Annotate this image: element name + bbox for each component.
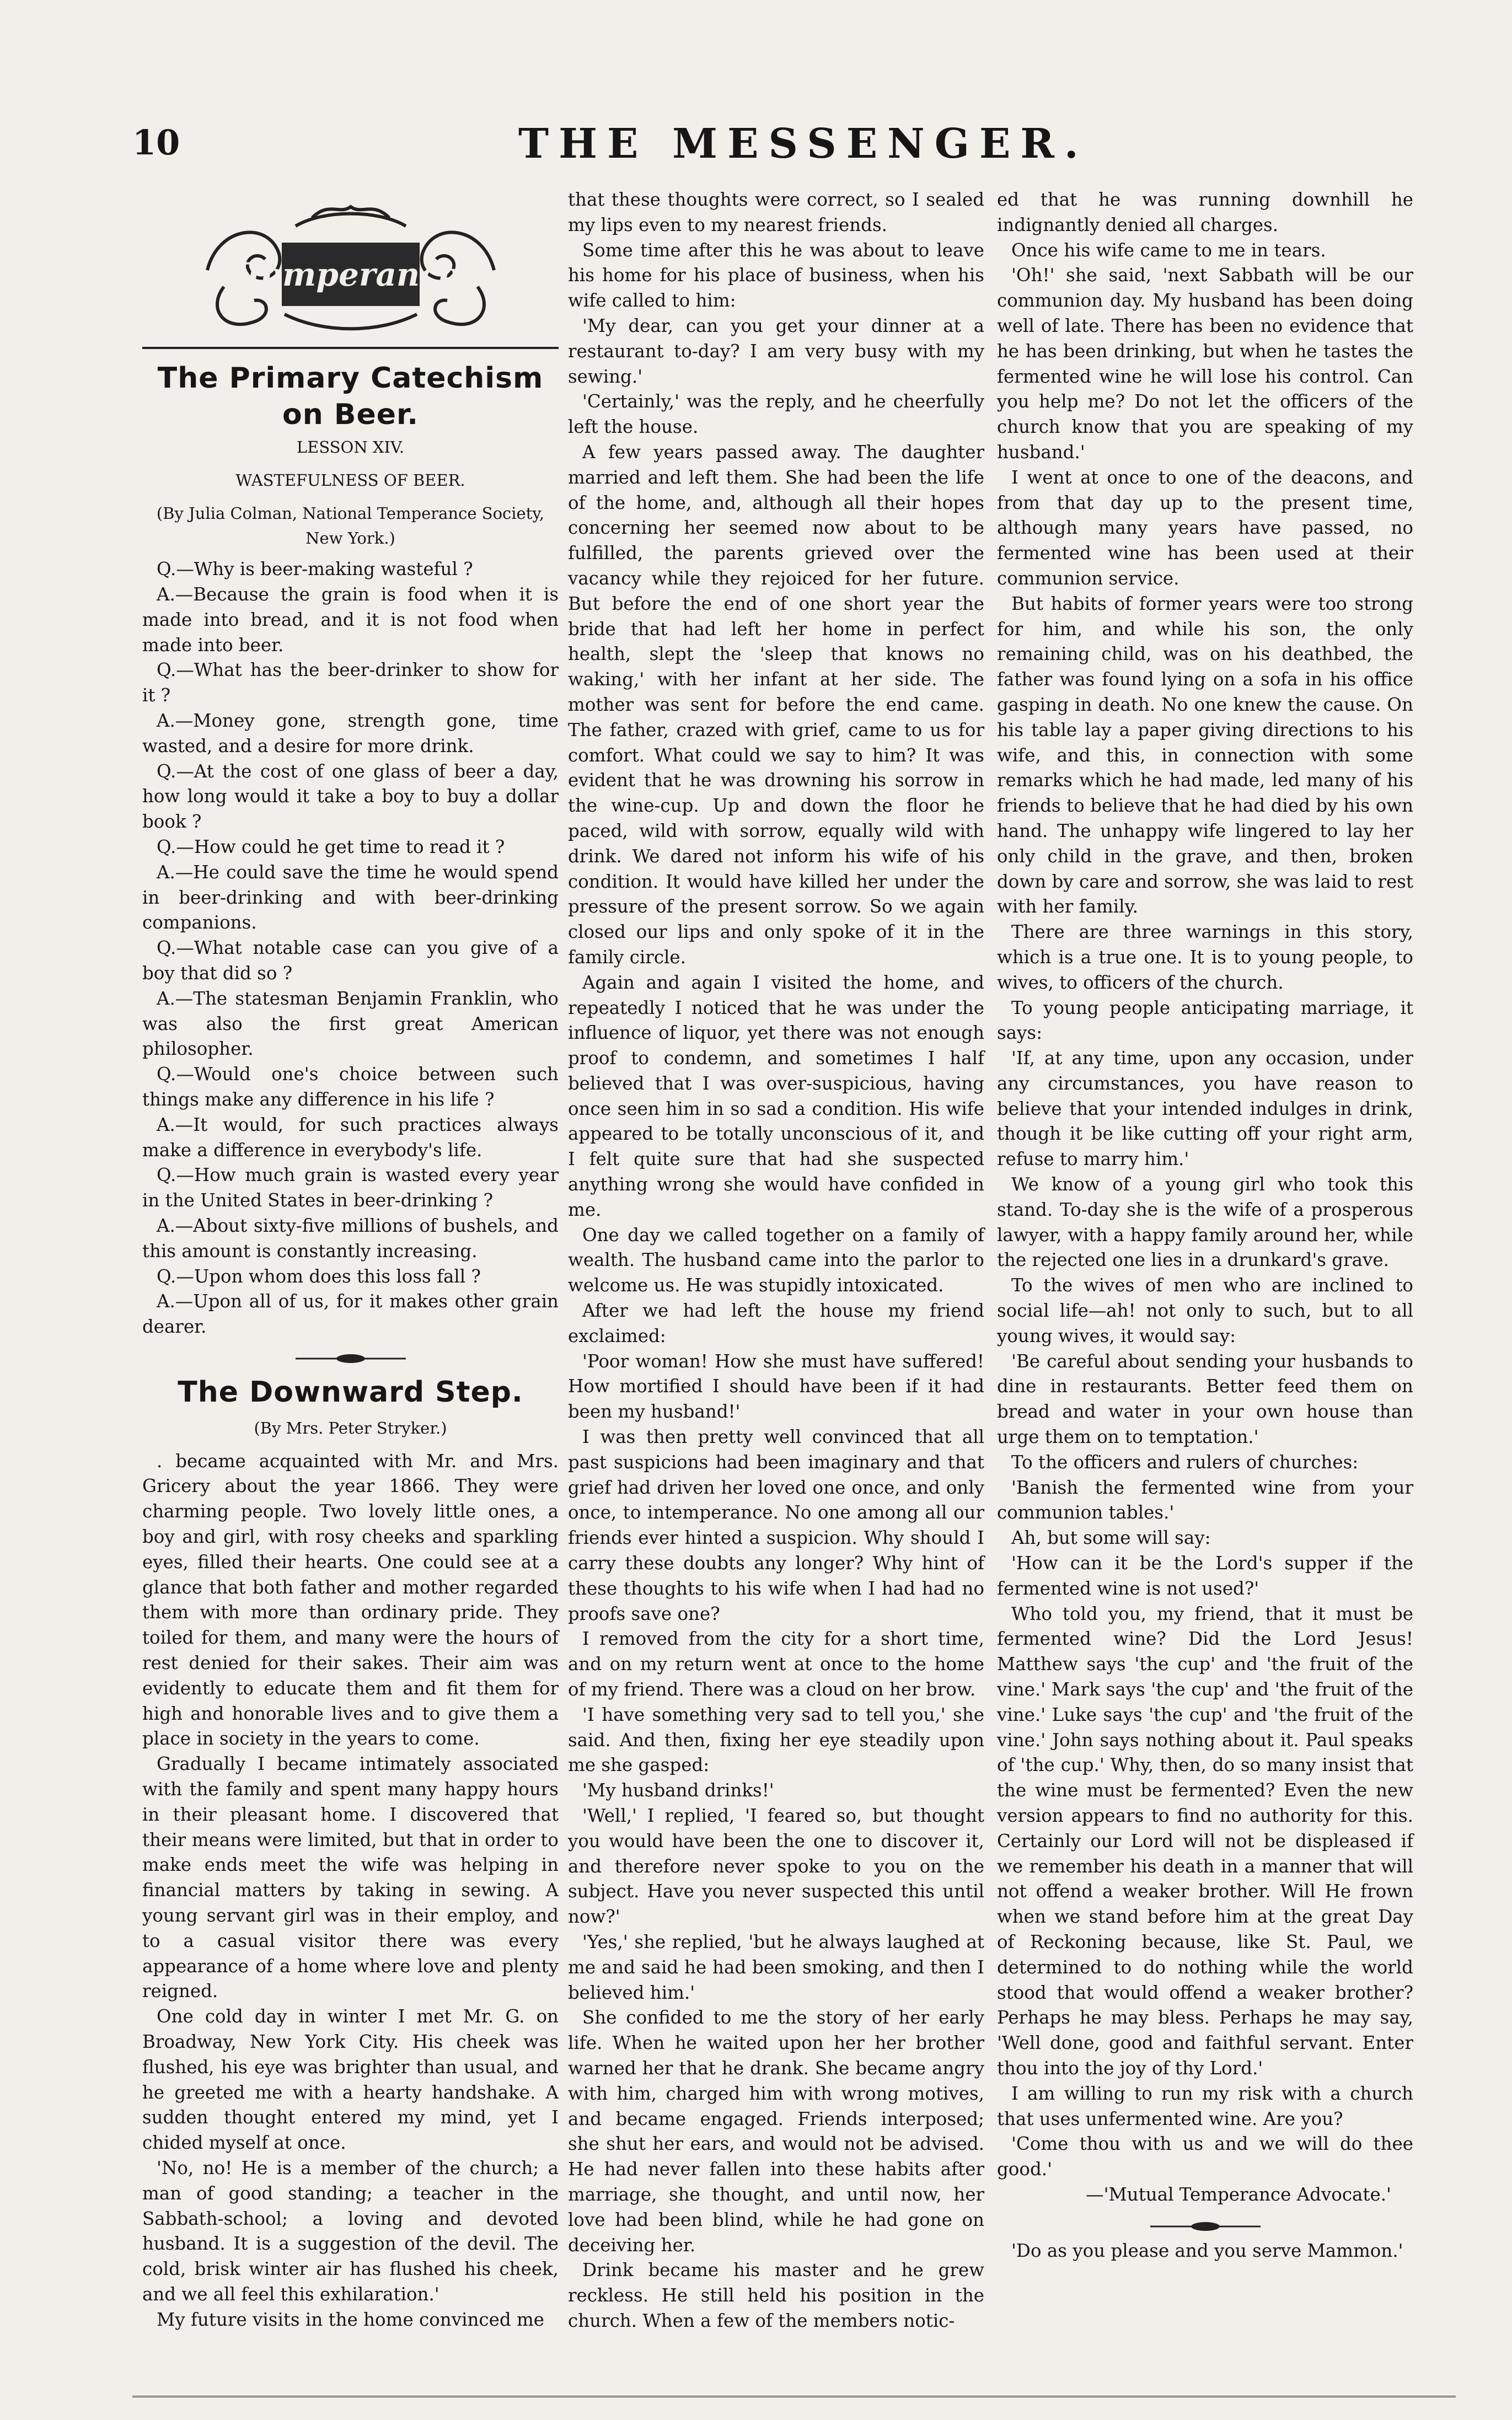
article-paragraph: . became acquainted with Mr. and Mrs. Gricery about the year 1866. They were charming people. Two lovely little ones, a boy and girl, with rosy cheeks and sparkling eyes, filled their hearts. One could see at a glance that both father and mother regarded them with more than ordinary pride. They toiled for them, and many were the hours of rest denied for their sakes. Their aim was evidently to educate them and fit them for high and honorable lives and to give them a place in society in the years to come. (142, 1450, 559, 1750)
article-paragraph: 'I have something very sad to tell you,' she said. And then, fixing her eye steadily upon me she gasped: (568, 1704, 984, 1776)
article-paragraph: 'Come thou with us and we will do thee good.' (997, 2133, 1413, 2180)
article-paragraph: Drink became his master and he grew reckless. He still held his position in the church. When a few of the members notic- (568, 2260, 984, 2331)
catechism-qa (142, 557, 559, 1340)
qa-line: Q.—Would one's choice between such things make any difference in his life ? (142, 1064, 559, 1110)
article-paragraph: Some time after this he was about to leave his home for his place of business, when his wife called to him: (568, 239, 984, 312)
qa-line: A.—Because the grain is food when it is made into bread, and it is not food when made into beer. (142, 583, 559, 656)
article-paragraph: I was then pretty well convinced that all past suspicions had been imaginary and that grief had driven her loved one once, and only once, to intemperance. No one among all our friends ever hinted a suspicion. Why should I carry these doubts any longer? Why hint of these thoughts to his wife when I had had no proofs save one? (568, 1426, 984, 1624)
source-attribution: —'Mutual Temperance Advocate.' (1086, 2183, 1391, 2205)
article-paragraph: She confided to me the story of her early life. When he waited upon her her brother warned her that he drank. She became angry with him, charged him with wrong motives, and became engaged. Friends interposed; she shut her ears, and would not be advised. He had never fallen into these habits after marriage, she thought, and until now, her love had been blind, while he had gone on deceiving her. (568, 2007, 984, 2256)
ornament-title: Temperance (242, 256, 459, 293)
qa-line: Q.—What has the beer-drinker to show for it ? (142, 659, 559, 706)
qa-line: Q.—Why is beer-making wasteful ? (157, 559, 473, 580)
article-paragraph: To young people anticipating marriage, it says: (997, 997, 1413, 1044)
article-paragraph: I removed from the city for a short time, and on my return went at once to the home of my friend. There was a cloud on her brow. (568, 1628, 984, 1700)
article-paragraph: My future visits in the home convinced me (157, 2309, 545, 2330)
article-paragraph: Once his wife came to me in tears. (1011, 239, 1326, 261)
article-paragraph: One day we called together on a family of wealth. The husband came into the parlor to welcome us. He was stupidly intoxicated. (568, 1224, 984, 1296)
article-paragraph: We know of a young girl who took this stand. To-day she is the wife of a prosperous lawyer, with a happy family around her, while the rejected one lies in a drunkard's grave. (997, 1174, 1413, 1271)
article-paragraph: 'If, at any time, upon any occasion, under any circumstances, you have reason to believe that your intended indulges in drink, though it be like cutting off your right arm, refuse to marry him.' (997, 1048, 1413, 1170)
article-paragraph: 'Certainly,' was the reply, and he cheerfully left the house. (568, 391, 984, 438)
article-paragraph: 'Be careful about sending your husbands to dine in restaurants. Better feed them on bread and water in your own house than urge them on to temptation.' (997, 1350, 1413, 1448)
paper-name: THE MESSENGER. (518, 120, 1089, 168)
page-number: 10 (132, 122, 180, 163)
qa-line: A.—Upon all of us, for it makes other grain dearer. (142, 1291, 559, 1338)
catechism-title: The Primary Catechism on Beer. (157, 362, 544, 431)
qa-line: Q.—Upon whom does this loss fall ? (157, 1265, 481, 1287)
article-paragraph: But habits of former years were too strong for him, and while his son, the only remaining child, was on his deathbed, the father was found lying on a sofa in his office gasping in death. No one knew the cause. On his table lay a paper giving directions to his wife, and this, in connection with some remarks which he had made, led many of his friends to believe that he had died by his own hand. The unhappy wife lingered to lay her only child in the grave, and then, broken down by care and sorrow, she was laid to rest with her family. (997, 593, 1413, 917)
article-paragraph: 'How can it be the Lord's supper if the fermented wine is not used?' (997, 1553, 1413, 1599)
qa-line: A.—Money gone, strength gone, time wasted, and a desire for more drink. (142, 710, 559, 756)
downward-step-title: The Downward Step. (178, 1375, 523, 1409)
article-paragraph: There are three warnings in this story, which is a true one. It is to young people, to wives, to officers of the church. (997, 921, 1413, 993)
qa-line: A.—He could save the time he would spend in beer-drinking and with beer-drinking companions. (142, 861, 559, 933)
column-3 (997, 187, 1413, 2264)
qa-line: Q.—At the cost of one glass of beer a day, how long would it take a boy to buy a dollar book ? (142, 760, 559, 833)
downward-step-byline: (By Mrs. Peter Stryker.) (254, 1418, 447, 1437)
qa-line: Q.—What notable case can you give of a boy that did so ? (142, 937, 559, 984)
article-paragraph: Gradually I became intimately associated with the family and spent many happy hours in their pleasant home. I discovered that their means were limited, but that in order to make ends meet the wife was helping in financial matters by taking in sewing. A young servant girl was in their employ, and to a casual visitor there was every appearance of a home where love and plenty reigned. (142, 1753, 559, 2002)
article-paragraph: I went at once to one of the deacons, and from that day up to the present time, although many years have passed, no fermented wine has been used at their communion service. (997, 466, 1413, 589)
article-paragraph: Again and again I visited the home, and repeatedly I noticed that he was under the influence of liquor, yet there was not enough proof to condemn, and sometimes I half believed that I was over-suspicious, having once seen him in so sad a condition. His wife appeared to be totally unconscious of it, and I felt quite sure that had she suspected anything wrong she would have confided in me. (568, 972, 984, 1220)
qa-line: A.—The statesman Benjamin Franklin, who was also the first great American philosopher. (142, 988, 559, 1060)
article-paragraph: A few years passed away. The daughter married and left them. She had been the life of the home, and, although all their hopes concerning her seemed now about to be fulfilled, the parents grieved over the vacancy while they rejoiced for her future. But before the end of one short year the bride that had left her home in perfect health, slept the 'sleep that knows no waking,' with her infant at her side. The mother was sent for before the end came. The father, crazed with grief, came to us for comfort. What could we say to him? It was evident that he was drowning his sorrow in the wine-cup. Up and down the floor he paced, wild with sorrow, equally wild with drink. We dared not inform his wife of his condition. It would have killed her under the pressure of the present sorrow. So we again closed our lips and only spoke of it in the family circle. (568, 441, 984, 968)
qa-line: Q.—How much grain is wasted every year in the United States in beer-drinking ? (142, 1165, 559, 1211)
article-paragraph: ed that he was running downhill he indignantly denied all charges. (997, 189, 1413, 235)
masthead (132, 122, 1456, 183)
article-paragraph: 'Well,' I replied, 'I feared so, but thought you would have been the one to discover it, and therefore never spoke to you on the subject. Have you never suspected this until now?' (568, 1805, 984, 1928)
article-paragraph: I am willing to run my risk with a church that uses unfermented wine. Are you? (997, 2083, 1413, 2129)
qa-line: Q.—How could he get time to read it ? (157, 836, 505, 857)
qa-line: A.—It would, for such practices always make a difference in everybody's life. (142, 1114, 559, 1161)
closing-quote: 'Do as you please and you serve Mammon.' (1011, 2240, 1403, 2261)
column-2 (568, 187, 984, 2334)
article-paragraph: After we had left the house my friend exclaimed: (568, 1300, 984, 1346)
section-rule (142, 347, 559, 349)
article-paragraph: 'Yes,' she replied, 'but he always laughed at me and said he had been smoking, and then I believed him.' (568, 1931, 984, 2003)
article-paragraph: Ah, but some will say: (1011, 1527, 1211, 1549)
article-paragraph: 'Oh!' she said, 'next Sabbath will be our communion day. My husband has been doing well of late. There has been no evidence that he has been drinking, but when he tastes the fermented wine he will lose his control. Can you help me? Do not let the officers of the church know that you are speaking of my husband.' (997, 265, 1413, 463)
article-paragraph: To the officers and rulers of churches: (1011, 1451, 1359, 1473)
article-paragraph: that these thoughts were correct, so I sealed my lips even to my nearest friends. (568, 189, 984, 235)
catechism-byline: (By Julia Colman, National Temperance Society, New York.) (156, 503, 545, 548)
column-1 (142, 187, 559, 2333)
section-divider-icon (296, 1352, 406, 1365)
article-paragraph: Who told you, my friend, that it must be fermented wine? Did the Lord Jesus! Matthew says 'the cup' and 'the fruit of the vine.' Mark says 'the cup' and 'the fruit of the vine.' Luke says 'the cup' and 'the fruit of the vine.' John says nothing about it. Paul speaks of 'the cup.' Why, then, do so many insist that the wine must be fermented? Even the new version appears to find no authority for this. Certainly our Lord will not be displeased if we remember his death in a manner that will not offend a weaker brother. Will He frown when we stand before him at the great Day of Reckoning because, like St. Paul, we determined to do nothing while the world stood that would offend a weaker brother? Perhaps he may bless. Perhaps he may say, 'Well done, good and faithful servant. Enter thou into the joy of thy Lord.' (997, 1603, 1413, 2079)
article-paragraph: 'No, no! He is a member of the church; a man of good standing; a teacher in the Sabbath-school; a loving and devoted husband. It is a suggestion of the devil. The cold, brisk winter air has flushed his cheek, and we all feel this exhilaration.' (142, 2158, 559, 2305)
article-paragraph: 'My dear, can you get your dinner at a restaurant to-day? I am very busy with my sewing.' (568, 315, 984, 387)
bottom-border (132, 2396, 1456, 2397)
article-paragraph: One cold day in winter I met Mr. G. on Broadway, New York City. His cheek was flushed, his eye was brighter than usual, and he greeted me with a hearty handshake. A sudden thought entered my mind, yet I chided myself at once. (142, 2006, 559, 2154)
qa-line: A.—About sixty-five millions of bushels, and this amount is constantly increasing. (142, 1215, 559, 1262)
article-paragraph: 'Banish the fermented wine from your communion tables.' (997, 1477, 1413, 1523)
article-paragraph: To the wives of men who are inclined to social life—ah! not only to such, but to all young wives, it would say: (997, 1275, 1413, 1346)
lesson-subtitle: WASTEFULNESS OF BEER. (235, 470, 465, 490)
lesson-number: LESSON XIV. (296, 438, 405, 457)
article-paragraph: 'My husband drinks!' (582, 1780, 774, 1801)
temperance-ornament-icon (185, 204, 516, 339)
section-divider-icon (1150, 2220, 1261, 2233)
article-paragraph: 'Poor woman! How she must have suffered! How mortified I should have been if it had been my husband!' (568, 1350, 984, 1423)
